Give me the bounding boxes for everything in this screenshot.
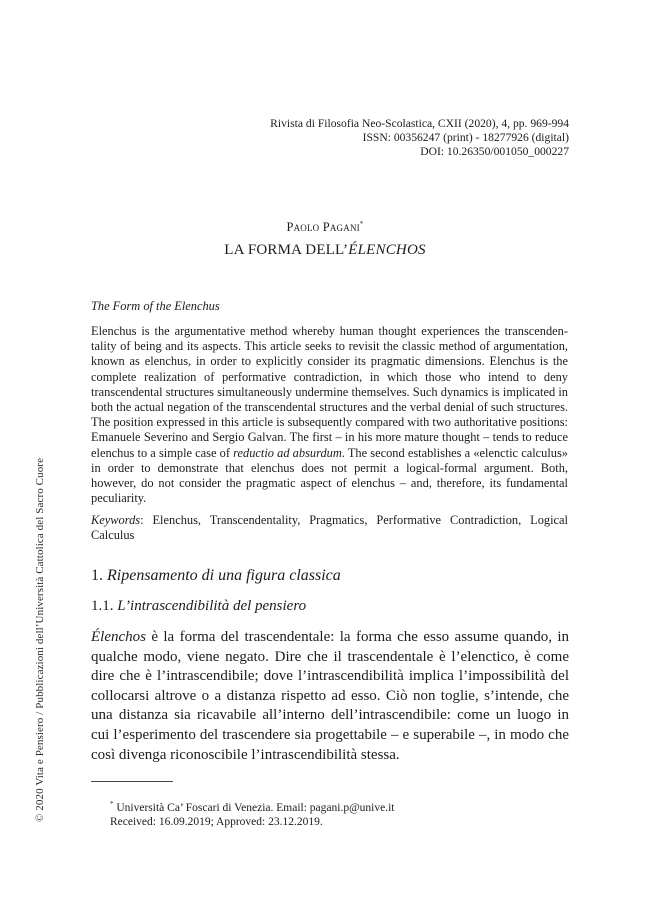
keywords-list: : Elenchus, Transcendentality, Pragmatics, Performative Contradiction, Logical Calculus [91, 513, 568, 543]
paragraph-italic-start: Élenchos [91, 629, 146, 645]
footnote-dates: Received: 16.09.2019; Approved: 23.12.2019. [110, 816, 323, 829]
abstract-text-2: . The second establishes a «elenctic calculus» in order to demonstrate that elenchus does not permit a logical-formal argument. Both, however, do not consider the pragmatic aspect of elenchus – and, therefore, its fundamental peculiarity. [91, 445, 568, 506]
english-title: The Form of the Elenchus [91, 299, 220, 313]
journal-metadata [270, 117, 569, 159]
section-heading [91, 567, 341, 585]
paragraph-text: è la forma del trascendentale: la forma che esso assume quando, in qualche modo, viene negato. Dire che il trascendentale è l’elenctico, è come dire che è l’intrascendibile; dove l’intrascendibilità implica l’impossibilità del collocarsi altrove o a distanza rispetto ad esso. Ciò non toglie, s’intende, che una distanza sia ricavabile all’interno dell’intrascendibile: come un luogo in cui l’esperimento del trascendere sia progettabile – e superabile –, in modo che così divenga riconoscibile l’intrascendibilità stessa. [91, 629, 569, 763]
subsection-number: 1.1. [91, 598, 118, 614]
keywords [91, 513, 568, 543]
article-title-prefix: LA FORMA DELL’ [224, 242, 349, 258]
journal-issn: ISSN: 00356247 (print) - 18277926 (digital) [362, 131, 569, 144]
author-name-text: Paolo Pagani [286, 220, 360, 235]
footnote-divider [91, 781, 173, 782]
footnote [110, 797, 394, 829]
keywords-label: Keywords [91, 513, 141, 527]
article-title [0, 242, 650, 259]
subsection-heading [91, 598, 306, 615]
abstract-text-1: Elenchus is the argumentative method whereby human thought experiences the transcendentality of being and its aspects. This article seeks to revisit the classic method of argumentation, known as elenchus, in order to explicitly consider its pragmatic dimensions. Elenchus is the complete realization of performative contradiction, in which those who intend to deny transcendental structures simultaneously undermine themselves. Such dynamics is implicated in both the actual negation of the transcendental structures and the verbal denial of such structures. The position expressed in this article is subsequently compared with two authoritative positions: Emanuele Severino and Sergio Galvan. The first – in his more mature thought – tends to reduce elenchus to a simple case of [91, 324, 568, 460]
footnote-marker: * [110, 800, 114, 808]
copyright-notice: © 2020 Vita e Pensiero / Pubblicazioni dell’Università Cattolica del Sacro Cuore [34, 457, 46, 822]
abstract-italic-term: reductio ad absurdum [233, 445, 342, 460]
author-name [0, 220, 650, 235]
footnote-affiliation [110, 797, 394, 815]
journal-doi: DOI: 10.26350/001050_000227 [420, 145, 569, 158]
section-title: Ripensamento di una figura classica [107, 567, 341, 584]
author-footnote-marker: * [359, 220, 364, 228]
footnote-affiliation-text: Università Ca’ Foscari di Venezia. Email: pagani.p@unive.it [116, 801, 395, 814]
subsection-title: L’intrascendibilità del pensiero [117, 598, 307, 614]
body-paragraph [91, 628, 569, 765]
section-number: 1. [91, 567, 107, 584]
abstract [91, 324, 568, 506]
journal-citation: Rivista di Filosofia Neo-Scolastica, CXII (2020), 4, pp. 969-994 [270, 117, 569, 130]
article-title-italic: ÉLENCHOS [348, 242, 426, 258]
